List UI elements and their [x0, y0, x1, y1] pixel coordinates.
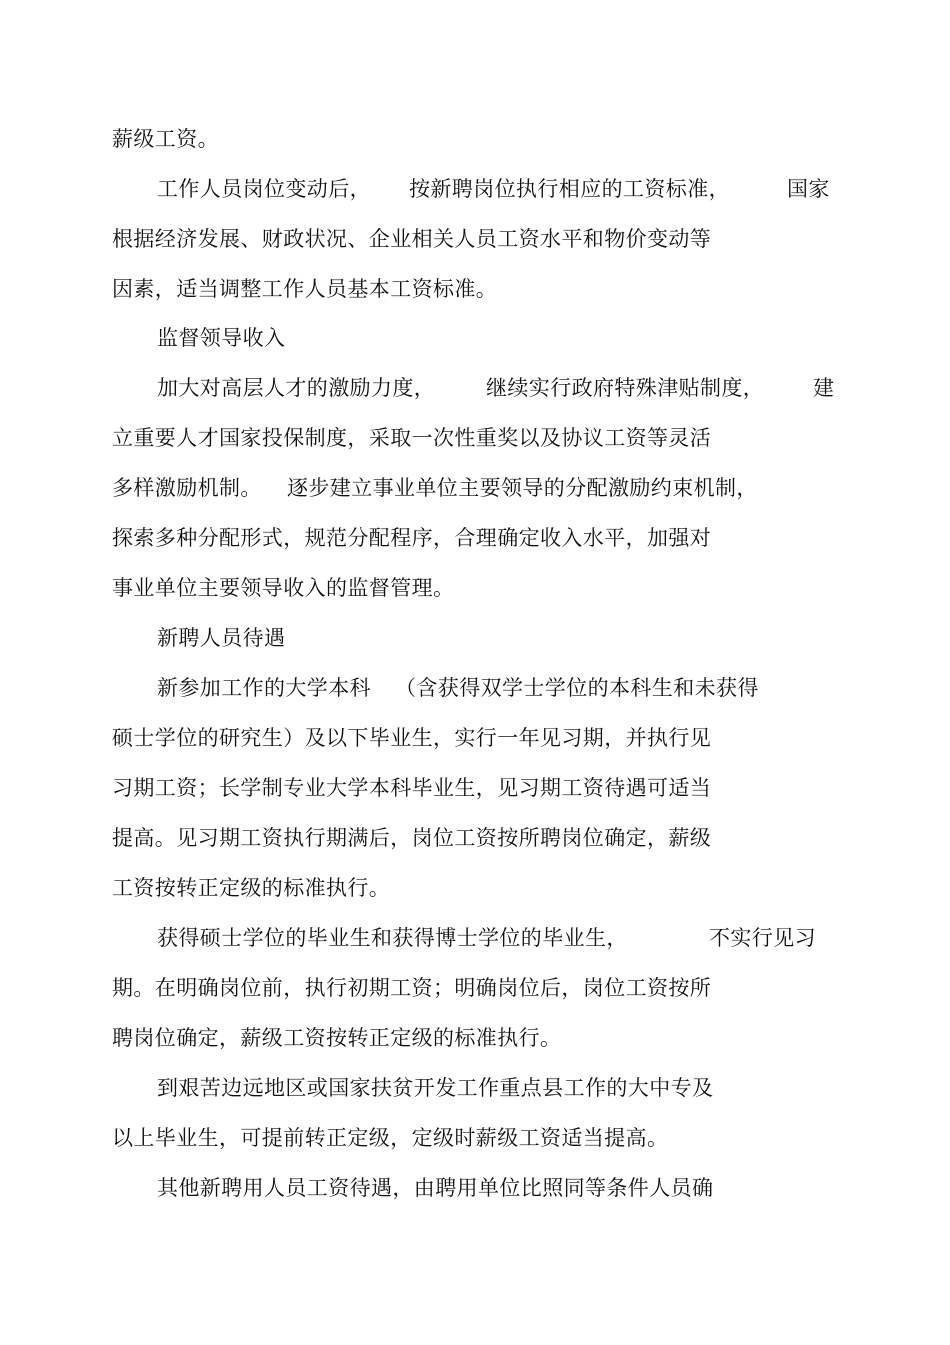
text-line	[112, 424, 712, 452]
text-line	[112, 774, 712, 802]
text-segment: 继续实行政府特殊津贴制度，	[486, 376, 765, 400]
text-segment: 工作人员岗位变动后，	[157, 177, 371, 201]
paragraph-line	[157, 924, 816, 952]
text-segment: 事业单位主要领导收入的监督管理。	[112, 576, 455, 600]
text-line	[112, 125, 219, 153]
text-segment: 建	[813, 376, 835, 400]
text-segment: 根据经济发展、财政状况、企业相关人员工资水平和物价变动等	[112, 227, 712, 251]
text-segment: 因素，适当调整工作人员基本工资标准。	[112, 277, 498, 301]
text-segment: 新聘人员待遇	[157, 626, 286, 650]
text-segment: 立重要人才国家投保制度，采取一次性重奖以及协议工资等灵活	[112, 426, 712, 450]
text-line	[112, 474, 758, 502]
text-line	[112, 1124, 669, 1152]
text-segment: 工资按转正定级的标准执行。	[112, 876, 391, 900]
section-heading	[157, 624, 286, 652]
text-segment: 提高。见习期工资执行期满后，岗位工资按所聘岗位确定，薪级	[112, 826, 712, 850]
paragraph-line	[157, 175, 830, 203]
text-segment: 聘岗位确定，薪级工资按转正定级的标准执行。	[112, 1026, 562, 1050]
text-segment: 国家	[787, 177, 830, 201]
text-line	[112, 724, 712, 752]
text-segment: 探索多种分配形式，规范分配程序，合理确定收入水平，加强对	[112, 526, 712, 550]
text-segment: （含获得双学士学位的本科生和未获得	[395, 676, 759, 700]
paragraph-line	[157, 1174, 714, 1202]
text-line	[112, 974, 712, 1002]
text-line	[112, 574, 455, 602]
text-segment: 到艰苦边远地区或国家扶贫开发工作重点县工作的大中专及	[157, 1076, 714, 1100]
text-segment: 按新聘岗位执行相应的工资标准，	[409, 177, 730, 201]
text-segment: 习期工资；长学制专业大学本科毕业生，见习期工资待遇可适当	[112, 776, 712, 800]
text-line	[112, 1024, 562, 1052]
text-segment: 其他新聘用人员工资待遇，由聘用单位比照同等条件人员确	[157, 1176, 714, 1200]
text-segment: 逐步建立事业单位主要领导的分配激励约束机制，	[287, 476, 758, 500]
text-segment: 监督领导收入	[157, 326, 286, 350]
text-segment: 加大对高层人才的激励力度，	[157, 376, 436, 400]
text-segment: 以上毕业生，可提前转正定级，定级时薪级工资适当提高。	[112, 1126, 669, 1150]
text-line	[112, 225, 712, 253]
text-segment: 硕士学位的研究生）及以下毕业生，实行一年见习期，并执行见	[112, 726, 712, 750]
paragraph-line	[157, 1074, 714, 1102]
text-line	[112, 275, 498, 303]
section-heading	[157, 324, 286, 352]
text-segment: 新参加工作的大学本科	[157, 676, 371, 700]
paragraph-line	[157, 374, 835, 402]
text-segment: 期。在明确岗位前，执行初期工资；明确岗位后，岗位工资按所	[112, 976, 712, 1000]
text-line	[112, 874, 391, 902]
text-segment: 多样激励机制。	[112, 476, 262, 500]
text-segment: 不实行见习	[709, 926, 816, 950]
text-line	[112, 524, 712, 552]
text-line	[112, 824, 712, 852]
text-segment: 薪级工资。	[112, 127, 219, 151]
paragraph-line	[157, 674, 759, 702]
text-segment: 获得硕士学位的毕业生和获得博士学位的毕业生，	[157, 926, 628, 950]
